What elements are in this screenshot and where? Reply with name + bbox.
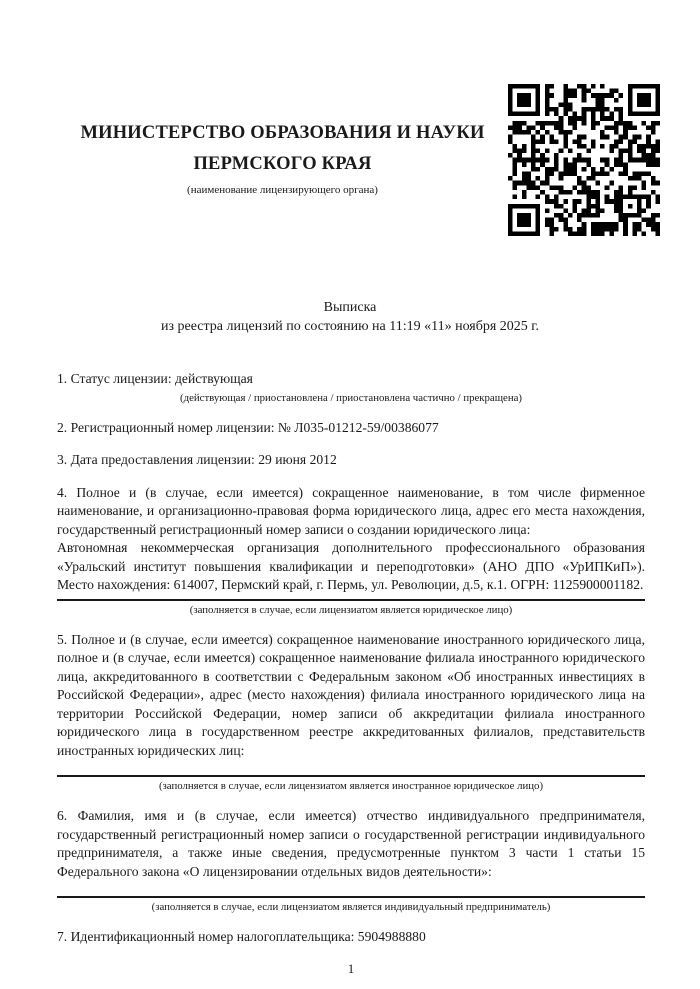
item-4-text: 4. Полное и (в случае, если имеется) сокращенное наименование, в том числе фирменное наименование, и организационно-правовая форма юридического лица, адрес его места нахождения, государственный регистрационный номер записи о создании юридического лица: [57,484,645,537]
ministry-name-line1: МИНИСТЕРСТВО ОБРАЗОВАНИЯ И НАУКИ [80,123,485,143]
item-1-text: 1. Статус лицензии: действующая [57,371,253,386]
item-5-fill-line [57,775,645,777]
item-6-fill-line [57,896,645,898]
document-body [0,336,700,978]
item-4-legal-entity [57,484,645,617]
item-2-text: 2. Регистрационный номер лицензии: № Л035-01212-59/00386077 [57,419,439,435]
document-title-line1: Выписка [323,300,377,315]
item-6-caption: (заполняется в случае, если лицензиатом является индивидуальный предприниматель) [151,901,551,913]
licensing-authority-block [57,118,508,197]
item-5-text: 5. Полное и (в случае, если имеется) сокращенное наименование иностранного юридического лица, полное и (в случае, если имеется) сокращенное наименование филиала иностранного юридического лица, аккредитованного в соответствии с Федеральным законом «Об иностранных инвестициях в Российской Федерации», адрес (место нахождения) филиала иностранного юридического лица на территории Российской Федерации, номер записи об аккредитации филиала иностранного юридического лица в государственном реестре аккредитованных филиалов, представительств иностранных юридических лиц: [57,631,645,758]
item-7-text: 7. Идентификационный номер налогоплательщика: 5904988880 [57,929,426,944]
item-4-caption: (заполняется в случае, если лицензиатом является юридическое лицо) [189,603,513,616]
item-3-text: 3. Дата предоставления лицензии: 29 июня 2012 [57,452,337,467]
item-3-grant-date [57,451,645,470]
ministry-caption: (наименование лицензирующего органа) [187,184,378,196]
item-4-value: Автономная некоммерческая организация дополнительного профессионального образования «Уральский институт повышения квалификации и переподготовки» (АНО ДПО «УрИПКиП»). Место нахождения: 614007, Пермский край, г. Пермь, ул. Революции, д.5, к.1. ОГРН: 1125900001182. [57,540,645,592]
document-title-line2: из реестра лицензий по состоянию на 11:19 «11» ноября 2025 г. [161,319,539,334]
item-2-registration-number [57,419,645,438]
document-title [0,298,700,336]
item-6-individual-entrepreneur [57,807,645,914]
qr-code [508,84,660,236]
item-5-foreign-entity [57,631,645,794]
page-number: 1 [347,960,355,976]
ministry-name-line2: ПЕРМСКОГО КРАЯ [193,154,372,174]
item-5-caption: (заполняется в случае, если лицензиатом является иностранное юридическое лицо) [158,780,544,792]
item-1-caption: (действующая / приостановлена / приостановлена частично / прекращена) [180,391,522,404]
item-4-fill-line [57,599,645,601]
item-7-taxpayer-id [57,928,645,947]
item-1-license-status [57,370,645,405]
item-6-text: 6. Фамилия, имя и (в случае, если имеется) отчество индивидуального предпринимателя, государственный регистрационный номер записи о государственной регистрации индивидуального предпринимателя, а также иные сведения, предусмотренные пунктом 3 части 1 статьи 15 Федерального закона «О лицензировании отдельных видов деятельности»: [57,808,645,879]
document-header [0,0,700,236]
ministry-name [57,118,508,180]
